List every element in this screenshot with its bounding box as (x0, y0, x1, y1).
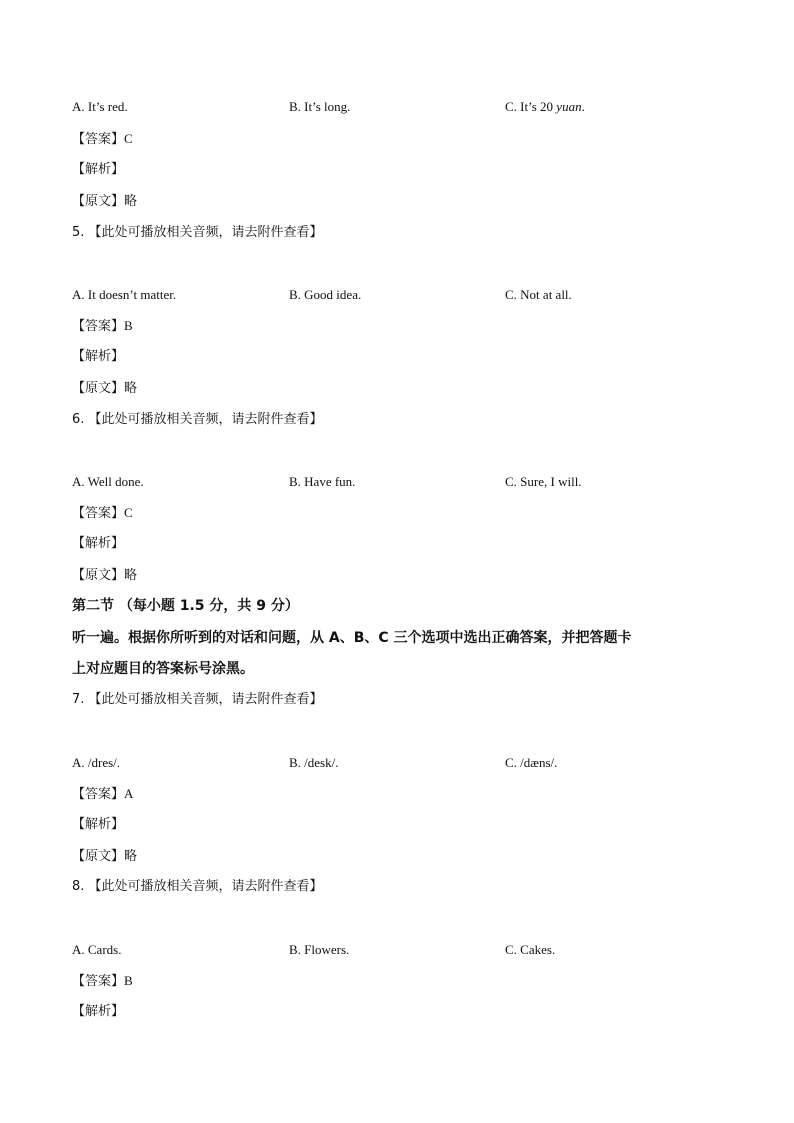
q4-option-a: A. It’s red. (72, 99, 128, 114)
q8-prompt: 8. 【此处可播放相关音频，请去附件查看】 (72, 879, 323, 894)
q5-option-c: C. Not at all. (505, 287, 572, 302)
original-label: 【原文】 (72, 381, 125, 396)
section-2-title: 第二节 （每小题 1.5 分，共 9 分） (72, 598, 299, 614)
q8-option-a: A. Cards. (72, 942, 122, 957)
q5-answer-value: B (124, 318, 133, 333)
q8-analysis-label: 【解析】 (72, 1004, 125, 1019)
q4-answer (72, 130, 133, 149)
answer-label: 【答案】 (72, 974, 125, 989)
q6-answer-value: C (124, 505, 133, 520)
q6-original-value: 略 (124, 568, 138, 583)
q6-option-b: B. Have fun. (289, 474, 356, 489)
q7-answer (72, 785, 133, 804)
q7-analysis-label: 【解析】 (72, 817, 125, 832)
answer-label: 【答案】 (72, 787, 125, 802)
q4-option-c-prefix: C. It’s 20 (505, 99, 557, 114)
q5-option-b: B. Good idea. (289, 287, 362, 302)
q7-option-b: B. /desk/. (289, 755, 339, 770)
q6-option-a: A. Well done. (72, 474, 144, 489)
q5-analysis-label: 【解析】 (72, 349, 125, 364)
section-2-instruction-line-2: 上对应题目的答案标号涂黑。 (72, 661, 254, 677)
q8-option-c: C. Cakes. (505, 942, 556, 957)
q5-option-a: A. It doesn’t matter. (72, 287, 177, 302)
q7-option-a: A. /dres/. (72, 755, 121, 770)
q7-prompt: 7. 【此处可播放相关音频，请去附件查看】 (72, 692, 323, 707)
q8-answer-value: B (124, 973, 133, 988)
q8-option-b: B. Flowers. (289, 942, 350, 957)
q4-original-value: 略 (124, 194, 138, 209)
q7-option-c: C. /dæns/. (505, 755, 558, 770)
q5-original (72, 379, 137, 398)
q7-original-value: 略 (124, 849, 138, 864)
q4-option-c-unit: yuan (556, 99, 582, 114)
q4-option-c-suffix: . (581, 99, 585, 114)
answer-label: 【答案】 (72, 319, 125, 334)
q6-prompt: 6. 【此处可播放相关音频，请去附件查看】 (72, 412, 323, 427)
q7-original (72, 847, 137, 866)
q5-answer (72, 317, 133, 336)
q6-option-c: C. Sure, I will. (505, 474, 582, 489)
answer-label: 【答案】 (72, 132, 125, 147)
q6-original (72, 566, 137, 585)
q4-original (72, 192, 137, 211)
q4-answer-value: C (124, 131, 133, 146)
q4-option-b: B. It’s long. (289, 99, 351, 114)
answer-label: 【答案】 (72, 506, 125, 521)
q5-original-value: 略 (124, 381, 138, 396)
q6-analysis-label: 【解析】 (72, 536, 125, 551)
q4-analysis-label: 【解析】 (72, 162, 125, 177)
q5-prompt: 5. 【此处可播放相关音频，请去附件查看】 (72, 225, 323, 240)
original-label: 【原文】 (72, 194, 125, 209)
q4-option-c (505, 98, 585, 116)
q7-answer-value: A (124, 786, 134, 801)
original-label: 【原文】 (72, 849, 125, 864)
q6-answer (72, 504, 133, 523)
q8-answer (72, 972, 133, 991)
original-label: 【原文】 (72, 568, 125, 583)
section-2-instruction-line-1: 听一遍。根据你所听到的对话和问题，从 A、B、C 三个选项中选出正确答案，并把答题卡 (72, 630, 632, 646)
